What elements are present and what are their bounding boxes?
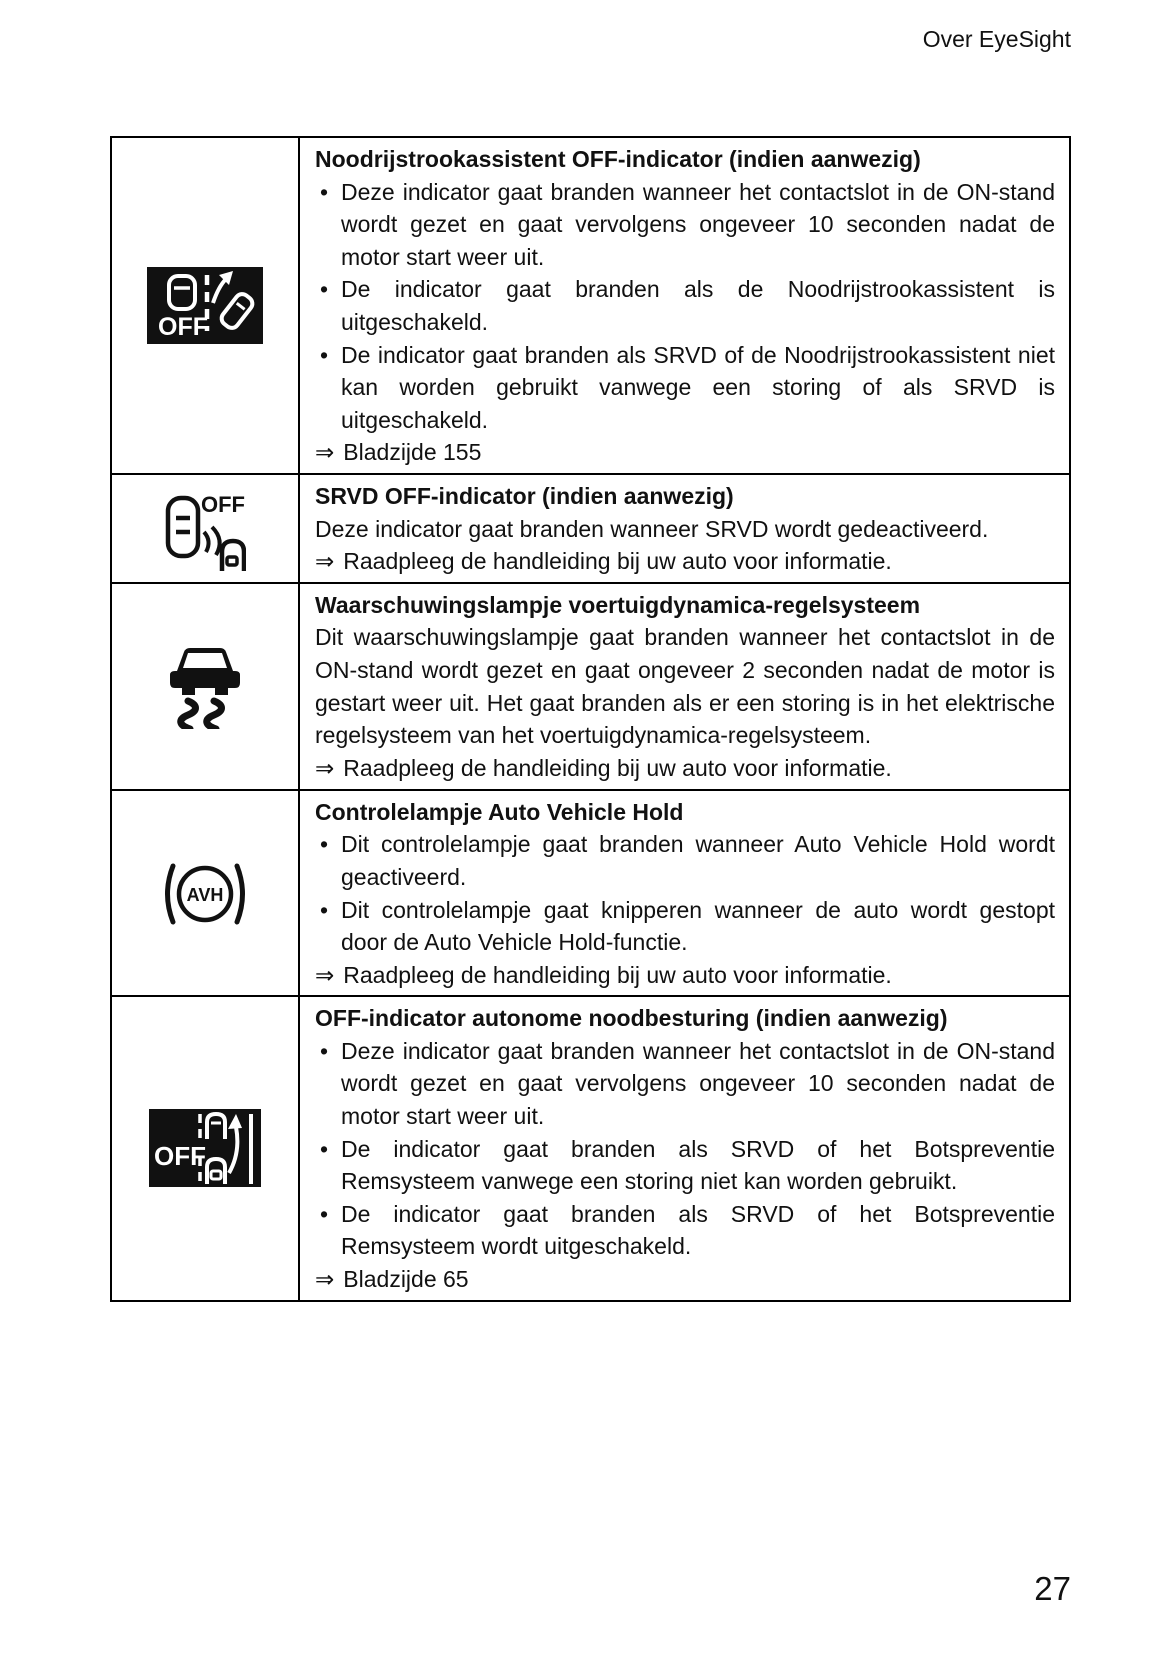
icon-cell <box>111 137 299 474</box>
reference-text: Bladzijde 155 <box>343 439 482 466</box>
arrow-icon: ⇒ <box>315 1266 335 1293</box>
bullet-marker: • <box>320 341 329 368</box>
vehicle-dynamics-warning-icon <box>169 643 241 729</box>
icon-avh-label: AVH <box>186 885 224 905</box>
text-cell <box>299 474 1070 583</box>
table-row <box>111 474 1070 583</box>
icon-off-label: OFF <box>158 312 208 341</box>
bullet-text: Dit controlelampje gaat branden wanneer Auto Vehicle Hold wordt geactiveerd. <box>341 831 1055 890</box>
bullet-text: Deze indicator gaat branden wanneer het contactslot in de ON-stand wordt gezet en gaat vervolgens ongeveer 10 seconden nadat de motor start weer uit. <box>341 178 1055 270</box>
indicator-table <box>110 136 1071 1302</box>
manual-reference <box>315 752 1055 785</box>
bullet-marker: • <box>320 1135 329 1162</box>
bullet-text: De indicator gaat branden als SRVD of het Botspreventie Remsysteem wordt uitgeschakeld. <box>341 1200 1055 1260</box>
icon-cell <box>111 790 299 997</box>
arrow-icon: ⇒ <box>315 439 335 466</box>
bullet-text: De indicator gaat branden als SRVD of het Botspreventie Remsysteem vanwege een storing niet kan worden gebruikt. <box>341 1135 1055 1195</box>
auto-vehicle-hold-icon <box>157 857 253 929</box>
row-title: Noodrijstrookassistent OFF-indicator (indien aanwezig) <box>315 146 921 172</box>
emergency-steering-off-icon <box>149 1109 261 1187</box>
icon-off-label: OFF <box>154 1141 206 1172</box>
text-cell <box>299 583 1070 790</box>
arrow-icon: ⇒ <box>315 961 335 988</box>
bullet-item <box>315 1035 1055 1133</box>
icon-cell <box>111 583 299 790</box>
table-row <box>111 583 1070 790</box>
page-number: 27 <box>1034 1570 1071 1607</box>
bullet-item <box>315 1198 1055 1263</box>
row-title: Controlelampje Auto Vehicle Hold <box>315 798 684 825</box>
table-row <box>111 996 1070 1300</box>
bullet-text: De indicator gaat branden als SRVD of de Noodrijstrookassistent niet kan worden gebruikt vanwege een storing of als SRVD is uitgeschakeld. <box>341 341 1055 433</box>
bullet-marker: • <box>320 831 329 858</box>
row-title: SRVD OFF-indicator (indien aanwezig) <box>315 482 734 509</box>
bullet-marker: • <box>320 1037 329 1064</box>
icon-off-label: OFF <box>201 492 245 518</box>
text-cell <box>299 137 1070 474</box>
icon-cell <box>111 996 299 1300</box>
arrow-icon: ⇒ <box>315 754 335 781</box>
reference-text: Bladzijde 65 <box>343 1266 469 1293</box>
bullet-text: Deze indicator gaat branden wanneer het contactslot in de ON-stand wordt gezet en gaat vervolgens ongeveer 10 seconden nadat de motor start weer uit. <box>341 1037 1055 1130</box>
header-title: Over EyeSight <box>922 26 1071 52</box>
reference-text: Raadpleeg de handleiding bij uw auto voor informatie. <box>343 754 892 781</box>
bullet-marker: • <box>320 276 329 303</box>
bullet-item <box>315 894 1055 959</box>
row-paragraph: Deze indicator gaat branden wanneer SRVD wordt gedeactiveerd. <box>315 515 989 542</box>
bullet-text: Dit controlelampje gaat knipperen wanneer de auto wordt gestopt door de Auto Vehicle Hold-functie. <box>341 896 1055 956</box>
bullet-item <box>315 339 1055 437</box>
noodrijstrookassistent-off-icon <box>147 267 263 344</box>
page-reference <box>315 436 1055 469</box>
bullet-item <box>315 273 1055 338</box>
icon-cell <box>111 474 299 583</box>
bullet-text: De indicator gaat branden als de Noodrijstrookassistent is uitgeschakeld. <box>341 276 1055 335</box>
bullet-marker: • <box>320 1200 329 1227</box>
arrow-icon: ⇒ <box>315 548 335 575</box>
page-header <box>923 26 1071 53</box>
bullet-marker: • <box>320 896 329 923</box>
row-title: Waarschuwingslampje voertuigdynamica-regelsysteem <box>315 591 921 618</box>
text-cell <box>299 996 1070 1300</box>
bullet-item <box>315 1133 1055 1198</box>
table-row <box>111 137 1070 474</box>
table-row <box>111 790 1070 997</box>
srvd-off-icon <box>164 484 246 572</box>
reference-text: Raadpleeg de handleiding bij uw auto voor informatie. <box>343 961 892 988</box>
reference-text: Raadpleeg de handleiding bij uw auto voor informatie. <box>343 548 892 575</box>
row-title: OFF-indicator autonome noodbesturing (indien aanwezig) <box>315 1005 948 1032</box>
bullet-item <box>315 828 1055 893</box>
manual-reference <box>315 545 1055 578</box>
text-cell <box>299 790 1070 997</box>
manual-reference <box>315 959 1055 992</box>
bullet-item <box>315 176 1055 274</box>
row-paragraph: Dit waarschuwingslampje gaat branden wanneer het contactslot in de ON-stand wordt gezet en gaat ongeveer 2 seconden nadat de motor is gestart weer uit. Het gaat branden als er een storing is in het elektrische regelsysteem van het voertuigdynamica-regelsysteem. <box>315 624 1055 749</box>
bullet-marker: • <box>320 178 329 205</box>
page-reference <box>315 1263 1055 1296</box>
